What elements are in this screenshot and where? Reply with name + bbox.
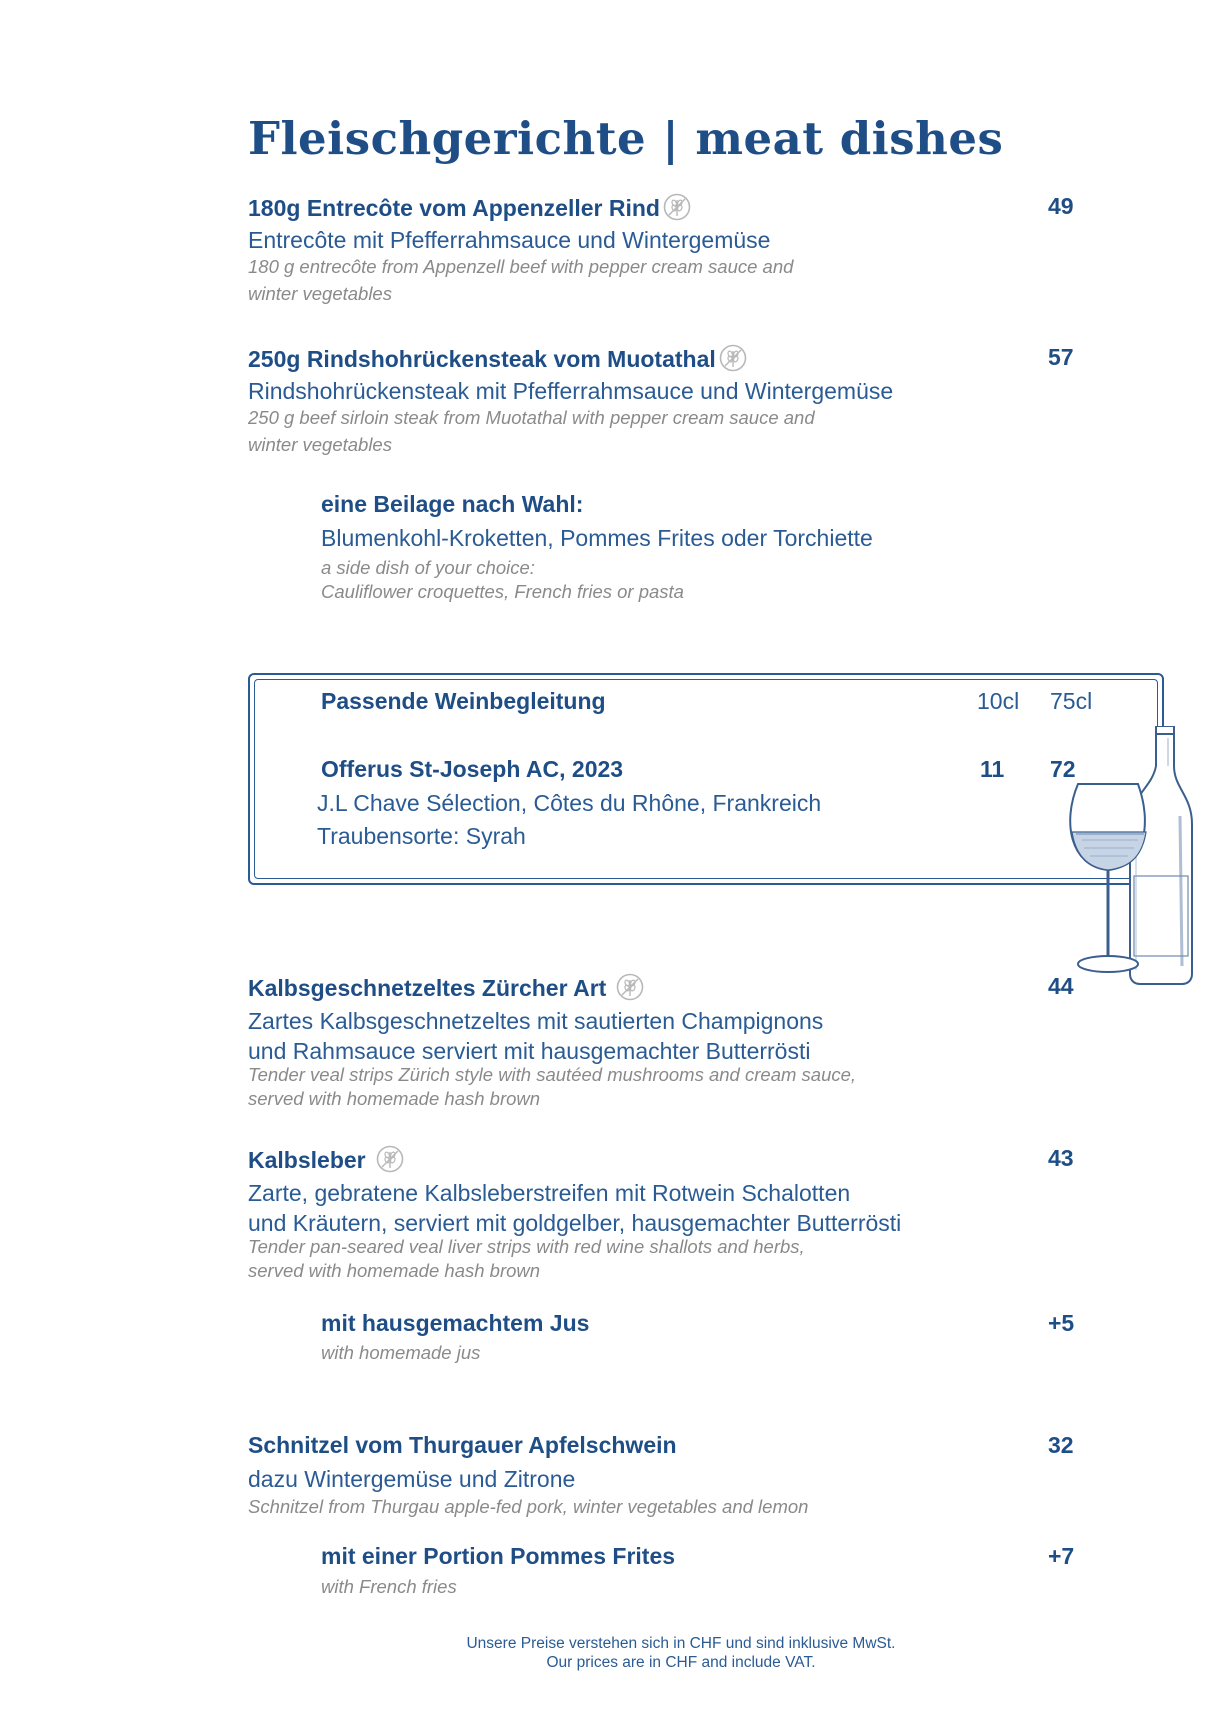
dish-description-en-line: 250 g beef sirloin steak from Muotathal with pepper cream sauce and [248, 407, 815, 428]
price-footnote-en: Our prices are in CHF and include VAT. [546, 1654, 816, 1671]
dish-description-en [248, 1063, 856, 1111]
wine-name: Offerus St-Joseph AC, 2023 [321, 756, 624, 782]
dish-name-text: Kalbsgeschnetzeltes Zürcher Art [248, 975, 607, 1001]
dish-name [248, 973, 644, 1002]
wheat-crossed-icon [616, 973, 644, 1001]
page-title: Fleischgerichte | meat dishes [248, 112, 1004, 165]
dish-name [248, 1145, 404, 1174]
price-footnote-de: Unsere Preise verstehen sich in CHF und sind inklusive MwSt. [466, 1635, 896, 1652]
wheat-crossed-icon [376, 1145, 404, 1173]
dish-price: 57 [1048, 344, 1074, 370]
dish-description-de-line: Zartes Kalbsgeschnetzeltes mit sautierten Champignons [248, 1008, 824, 1034]
dish-description-de: Rindshohrückensteak mit Pfefferrahmsauce und Wintergemüse [248, 378, 894, 404]
wine-price-75cl: 72 [1050, 756, 1076, 782]
wine-pairing-header: Passende Weinbegleitung [321, 688, 606, 714]
addon-name: mit hausgemachtem Jus [321, 1310, 590, 1336]
wine-origin: J.L Chave Sélection, Côtes du Rhône, Frankreich [317, 790, 822, 816]
dish-description-de: Entrecôte mit Pfefferrahmsauce und Wintergemüse [248, 227, 771, 253]
dish-name: Schnitzel vom Thurgauer Apfelschwein [248, 1432, 677, 1458]
side-choice-description-en [321, 556, 684, 604]
dish-name-text: 180g Entrecôte vom Appenzeller Rind [248, 195, 660, 221]
side-choice-en-line: Cauliflower croquettes, French fries or pasta [321, 581, 684, 602]
dish-price: 49 [1048, 193, 1074, 219]
dish-description-en [248, 1235, 805, 1283]
addon-price: +5 [1048, 1310, 1075, 1336]
side-choice-en-line: a side dish of your choice: [321, 557, 535, 578]
addon-price: +7 [1048, 1543, 1075, 1569]
wine-volume-75cl: 75cl [1050, 688, 1093, 714]
dish-name [248, 344, 747, 373]
dish-description-de-line: und Kräutern, serviert mit goldgelber, hausgemachter Butterrösti [248, 1210, 902, 1236]
dish-description-de [248, 1006, 823, 1066]
dish-description-de-line: und Rahmsauce serviert mit hausgemachter Butterrösti [248, 1038, 811, 1064]
wine-price-10cl: 11 [980, 756, 1005, 782]
dish-description-en-line: 180 g entrecôte from Appenzell beef with pepper cream sauce and [248, 256, 794, 277]
side-choice-description-de: Blumenkohl-Kroketten, Pommes Frites oder Torchiette [321, 525, 873, 551]
wine-glass-bottle-illustration [1068, 726, 1198, 988]
side-choice-title: eine Beilage nach Wahl: [321, 491, 584, 517]
dish-description-en-line: served with homemade hash brown [248, 1088, 541, 1109]
dish-name [248, 193, 691, 222]
wheat-crossed-icon [663, 193, 691, 221]
addon-description-en: with French fries [321, 1576, 457, 1597]
dish-description-en: Schnitzel from Thurgau apple-fed pork, winter vegetables and lemon [248, 1496, 809, 1517]
dish-description-de: dazu Wintergemüse und Zitrone [248, 1466, 576, 1492]
wine-volume-10cl: 10cl [977, 688, 1020, 714]
wheat-crossed-icon [719, 344, 747, 372]
wine-grape: Traubensorte: Syrah [317, 823, 526, 849]
dish-description-en-line: served with homemade hash brown [248, 1260, 541, 1281]
dish-description-de [248, 1178, 901, 1238]
dish-name-text: Kalbsleber [248, 1147, 366, 1173]
dish-price: 32 [1048, 1432, 1074, 1458]
dish-description-en [248, 253, 793, 307]
dish-description-en-line: Tender veal strips Zürich style with sautéed mushrooms and cream sauce, [248, 1064, 857, 1085]
dish-description-en-line: Tender pan-seared veal liver strips with red wine shallots and herbs, [248, 1236, 805, 1257]
dish-description-en-line: winter vegetables [248, 434, 392, 455]
price-footnote [0, 1634, 1222, 1672]
addon-name: mit einer Portion Pommes Frites [321, 1543, 676, 1569]
dish-description-en-line: winter vegetables [248, 283, 392, 304]
dish-price: 44 [1048, 973, 1074, 999]
dish-description-en [248, 404, 815, 458]
dish-price: 43 [1048, 1145, 1074, 1171]
dish-name-text: 250g Rindshohrückensteak vom Muotathal [248, 346, 716, 372]
addon-description-en: with homemade jus [321, 1342, 481, 1363]
dish-description-de-line: Zarte, gebratene Kalbsleberstreifen mit Rotwein Schalotten [248, 1180, 851, 1206]
